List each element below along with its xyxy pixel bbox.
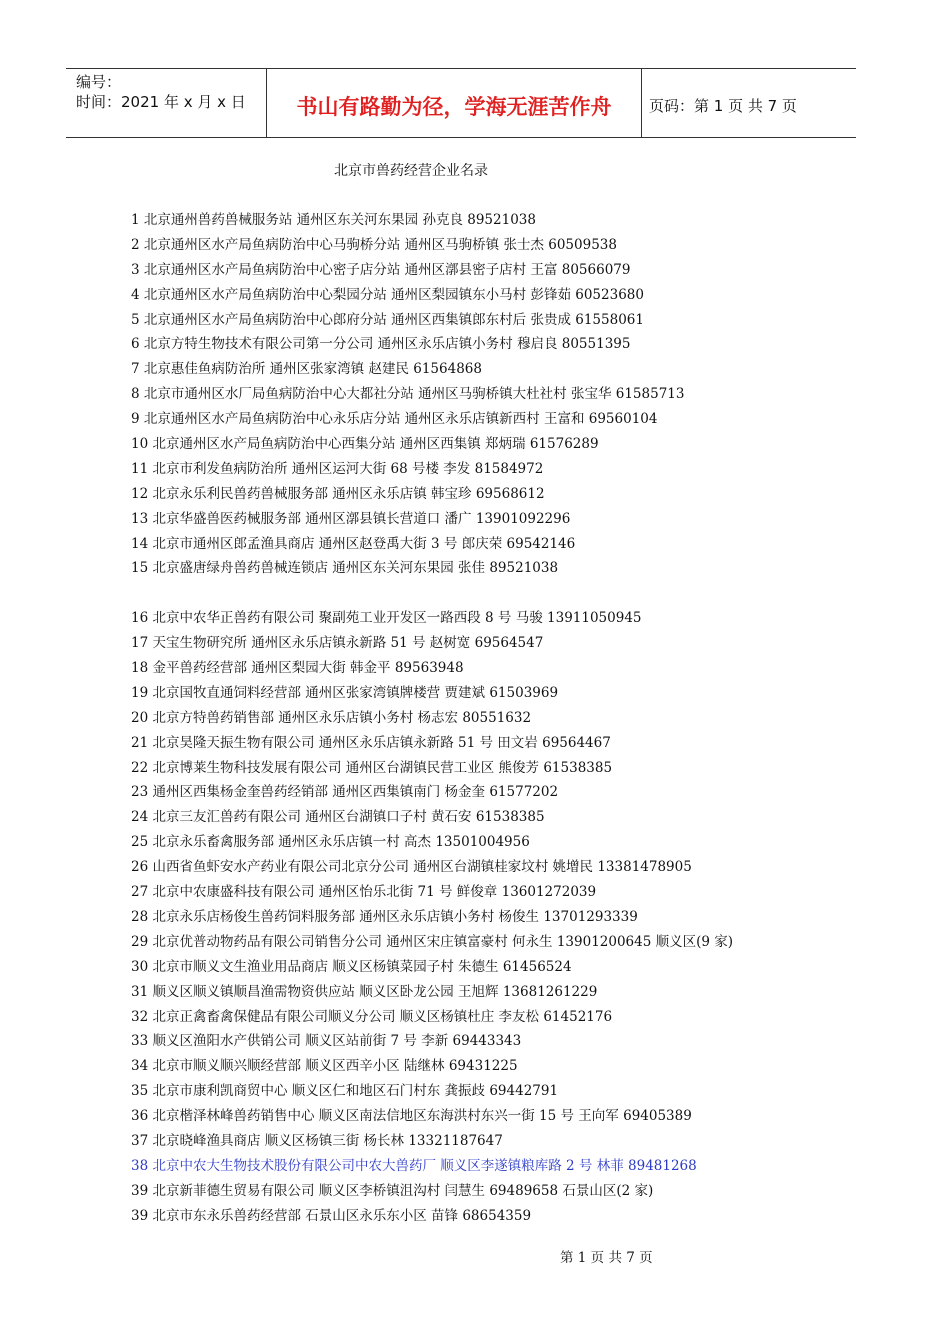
list-item: 35 北京市康利凯商贸中心 顺义区仁和地区石门村东 龚振歧 69442791 [131, 1083, 559, 1100]
header-meta-cell [66, 69, 266, 137]
list-item: 29 北京优普动物药品有限公司销售分公司 通州区宋庄镇富豪村 何永生 13901200645 顺义区(9 家) [131, 933, 734, 950]
list-item: 25 北京永乐畜禽服务部 通州区永乐店镇一村 高杰 13501004956 [131, 834, 530, 851]
number-label: 编号： [76, 73, 122, 91]
time-label: 时间：2021 年 x 月 x 日 [76, 93, 246, 111]
motto-text: 书山有路勤为径，学海无涯苦作舟 [296, 95, 612, 119]
list-item: 3 北京通州区水产局鱼病防治中心密子店分站 通州区漷县密子店村 王富 80566079 [131, 261, 631, 278]
list-item: 33 顺义区渔阳水产供销公司 顺义区站前街 7 号 李新 69443343 [131, 1033, 522, 1050]
list-item: 37 北京晓峰渔具商店 顺义区杨镇三街 杨长林 13321187647 [131, 1132, 503, 1149]
list-item: 39 北京新菲德生贸易有限公司 顺义区李桥镇沮沟村 闫慧生 69489658 石景山区(2 家) [131, 1182, 654, 1199]
list-item: 39 北京市东永乐兽药经营部 石景山区永乐东小区 苗锋 68654359 [131, 1207, 532, 1224]
list-item: 34 北京市顺义顺兴顺经营部 顺义区西辛小区 陆继林 69431225 [131, 1058, 518, 1075]
list-item: 16 北京中农华正兽药有限公司 聚副苑工业开发区一路西段 8 号 马骏 13911050945 [131, 610, 642, 627]
header-motto-cell [266, 69, 642, 137]
header-page-cell [641, 69, 856, 137]
list-item: 26 山西省鱼虾安水产药业有限公司北京分公司 通州区台湖镇桂家坟村 姚增民 13381478905 [131, 859, 692, 876]
list-item: 21 北京昊隆天振生物有限公司 通州区永乐店镇永新路 51 号 田文岩 69564467 [131, 734, 611, 751]
list-item: 9 北京通州区水产局鱼病防治中心永乐店分站 通州区永乐店镇新西村 王富和 69560104 [131, 411, 658, 428]
page-label: 页码：第 1 页 共 7 页 [649, 97, 797, 115]
list-item: 20 北京方特兽药销售部 通州区永乐店镇小务村 杨志宏 80551632 [131, 709, 532, 726]
list-item: 27 北京中农康盛科技有限公司 通州区怡乐北街 71 号 鲜俊章 13601272039 [131, 884, 597, 901]
list-item: 4 北京通州区水产局鱼病防治中心梨园分站 通州区梨园镇东小马村 彭锋茹 60523680 [131, 286, 644, 303]
document-title: 北京市兽药经营企业名录 [334, 163, 488, 179]
list-item: 24 北京三友汇兽药有限公司 通州区台湖镇口子村 黄石安 61538385 [131, 809, 545, 826]
list-item: 22 北京博莱生物科技发展有限公司 通州区台湖镇民营工业区 熊俊芳 61538385 [131, 759, 613, 776]
list-item: 5 北京通州区水产局鱼病防治中心郎府分站 通州区西集镇郎东村后 张贵成 61558061 [131, 311, 644, 328]
hyperlinked-list-item[interactable]: 38 北京中农大生物技术股份有限公司中农大兽药厂 顺义区李遂镇粮库路 2 号 林菲 89481268 [131, 1157, 697, 1174]
list-item: 11 北京市利发鱼病防治所 通州区运河大街 68 号楼 李发 81584972 [131, 460, 544, 477]
list-item: 14 北京市通州区郎孟渔具商店 通州区赵登禹大街 3 号 郎庆荣 69542146 [131, 535, 576, 552]
list-item: 23 通州区西集杨金奎兽药经销部 通州区西集镇南门 杨金奎 61577202 [131, 784, 559, 801]
list-item: 36 北京楷泽林峰兽药销售中心 顺义区南法信地区东海洪村东兴一街 15 号 王向军 69405389 [131, 1108, 692, 1125]
list-item: 18 金平兽药经营部 通州区梨园大街 韩金平 89563948 [131, 660, 464, 677]
list-item: 28 北京永乐店杨俊生兽药饲料服务部 通州区永乐店镇小务村 杨俊生 13701293339 [131, 908, 638, 925]
list-item: 1 北京通州兽药兽械服务站 通州区东关河东果园 孙克良 89521038 [131, 212, 536, 228]
list-item: 2 北京通州区水产局鱼病防治中心马驹桥分站 通州区马驹桥镇 张士杰 60509538 [131, 236, 617, 253]
list-item: 8 北京市通州区水厂局鱼病防治中心大都社分站 通州区马驹桥镇大杜社村 张宝华 61585713 [131, 386, 685, 403]
list-item: 12 北京永乐利民兽药兽械服务部 通州区永乐店镇 韩宝珍 69568612 [131, 485, 545, 502]
list-item: 17 天宝生物研究所 通州区永乐店镇永新路 51 号 赵树宽 69564547 [131, 635, 544, 652]
list-item: 7 北京惠佳鱼病防治所 通州区张家湾镇 赵建民 61564868 [131, 361, 482, 378]
list-item: 15 北京盛唐绿舟兽药兽械连锁店 通州区东关河东果园 张佳 89521038 [131, 560, 559, 577]
page-footer: 第 1 页 共 7 页 [560, 1250, 653, 1266]
list-item: 13 北京华盛兽医药械服务部 通州区漷县镇长营道口 潘广 13901092296 [131, 510, 571, 527]
list-item: 32 北京正禽畜禽保健品有限公司顺义分公司 顺义区杨镇杜庄 李友松 61452176 [131, 1008, 613, 1025]
document-header [66, 68, 856, 138]
entry-list [131, 208, 891, 1229]
list-item: 30 北京市顺义文生渔业用品商店 顺义区杨镇菜园子村 朱德生 61456524 [131, 958, 572, 975]
list-item: 19 北京国牧直通饲料经营部 通州区张家湾镇牌楼营 贾建斌 61503969 [131, 684, 559, 701]
list-item: 31 顺义区顺义镇顺昌渔需物资供应站 顺义区卧龙公园 王旭辉 13681261229 [131, 983, 598, 1000]
list-item: 6 北京方特生物技术有限公司第一分公司 通州区永乐店镇小务村 穆启良 80551395 [131, 336, 631, 353]
list-item: 10 北京通州区水产局鱼病防治中心西集分站 通州区西集镇 郑炳瑞 61576289 [131, 436, 599, 453]
section-gap [131, 581, 891, 606]
